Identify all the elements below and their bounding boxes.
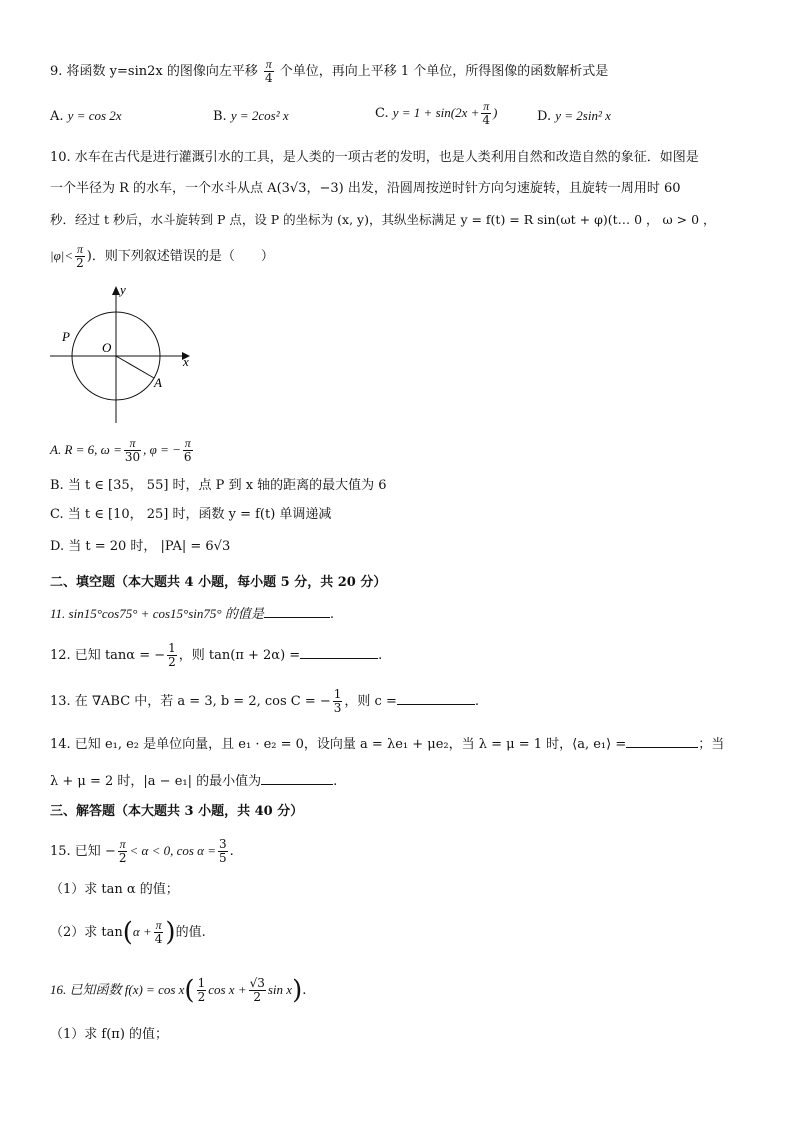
q10-option-d: D. 当 t = 20 时， |PA| = 6√3	[50, 539, 231, 554]
q10-line-1: 10. 水车在古代是进行灌溉引水的工具，是人类的一项古老的发明，也是人类利用自然和改造自然的象征．如图是	[50, 150, 699, 165]
q9-option-b: B. y = 2cos² x	[213, 108, 289, 124]
water-wheel-figure	[50, 283, 200, 423]
q14-line-1: 14. 已知 e₁, e₂ 是单位向量，且 e₁ · e₂ = 0，设向量 a = λe₁ + μe₂，当 λ = μ = 1 时，⟨a, e₁⟩ = ；当	[50, 733, 724, 755]
q9-stem	[50, 58, 608, 85]
q14-answer-blank-2[interactable]	[261, 770, 333, 785]
q9-option-d: D. y = 2sin² x	[537, 108, 611, 124]
q10-option-c: C. 当 t ∈ [10， 25] 时，函数 y = f(t) 单调递减	[50, 507, 332, 522]
label-a: A	[154, 375, 162, 390]
q10-line-4: |φ|< $\frac{\pi}{2}$ )．则下列叙述错误的是（ ）	[50, 242, 274, 270]
q9-stem-post: 个单位，再向上平移 1 个单位，所得图像的函数解析式是	[279, 64, 609, 79]
q13: 13. 在 ∇ABC 中，若 a = 3, b = 2, cos C = − $\frac{1}{3}$ ，则 c = .	[50, 687, 480, 715]
q15-part-2: （2）求 tan(α + $\frac{\pi}{4}$ )的值.	[50, 917, 206, 948]
q14-answer-blank-1[interactable]	[626, 733, 698, 748]
q10-line-3: 秒．经过 t 秒后，水斗旋转到 P 点，设 P 的坐标为 (x, y)，其纵坐标满足 y = f(t) = R sin(ωt + φ)(t… 0 ， ω > 0 ，	[50, 212, 716, 227]
label-p: P	[62, 329, 70, 344]
q9-stem-pre: 9. 将函数 y=sin2x 的图像向左平移	[50, 64, 258, 79]
label-x: x	[183, 354, 189, 369]
q16-stem: 16. 已知函数 f(x) = cos x( $\frac{1}{2}$ cos x + $\frac{√3}{2}$ sin x).	[50, 975, 307, 1006]
q14-line-2: λ + μ = 2 时，|a − e₁| 的最小值为 .	[50, 770, 337, 792]
q9-stem-fraction: $\frac{\pi}{4}$	[264, 57, 273, 85]
q10-option-b: B. 当 t ∈ [35， 55] 时，点 P 到 x 轴的距离的最大值为 6	[50, 478, 387, 493]
section-fill-in: 二、填空题（本大题共 4 小题，每小题 5 分，共 20 分）	[50, 575, 387, 590]
q11-answer-blank[interactable]	[264, 603, 330, 618]
q13-answer-blank[interactable]	[397, 690, 475, 705]
q9-option-a: A. y = cos 2x	[50, 108, 122, 124]
q12-answer-blank[interactable]	[300, 644, 378, 659]
q10-option-a: A. R = 6, ω = $\frac{\pi}{30}$ , φ = − $\frac{\pi}{6}$	[50, 436, 192, 464]
q10-line-2: 一个半径为 R 的水车，一个水斗从点 A(3√3，−3) 出发，沿圆周按逆时针方向匀速旋转，且旋转一周用时 60	[50, 181, 681, 196]
radius-oa	[116, 356, 154, 378]
y-axis-arrow	[112, 286, 120, 295]
q16-part-1: （1）求 f(π) 的值；	[50, 1027, 169, 1042]
q15-part-1: （1）求 tan α 的值；	[50, 882, 179, 897]
q11: 11. sin15°cos75° + cos15°sin75° 的值是 .	[50, 603, 334, 625]
label-origin: O	[102, 340, 112, 355]
label-y: y	[120, 283, 126, 297]
section-solution: 三、解答题（本大题共 3 小题，共 40 分）	[50, 804, 304, 819]
q9-option-c: C. y = 1 + sin(2x + $\frac{\pi}{4}$ )	[375, 99, 498, 127]
q12: 12. 已知 tanα = − $\frac{1}{2}$ ，则 tan(π + 2α) = .	[50, 641, 383, 669]
q15-stem: 15. 已知 − $\frac{\pi}{2}$ < α < 0, cos α = $\frac{3}{5}$ .	[50, 837, 234, 865]
